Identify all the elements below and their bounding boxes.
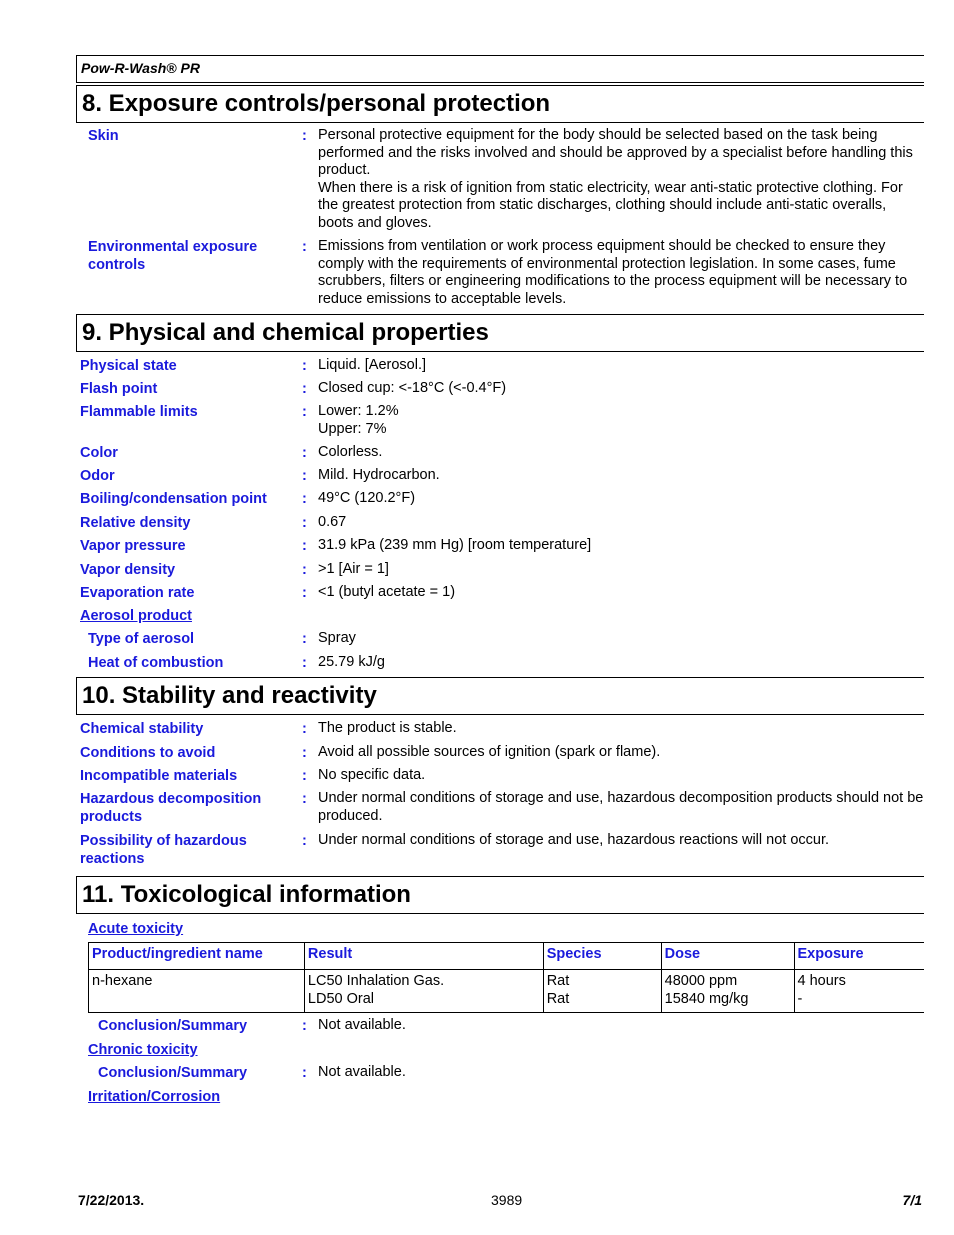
aerosol-product-link[interactable]: Aerosol product xyxy=(80,608,192,624)
acute-conclusion-label: Conclusion/Summary xyxy=(98,1018,248,1034)
colon: : xyxy=(302,445,307,461)
flammable-limits-value: Lower: 1.2% Upper: 7% xyxy=(318,403,399,437)
table-header: Product/ingredient name xyxy=(89,943,305,970)
conditions-to-avoid-label: Conditions to avoid xyxy=(80,745,216,761)
colon: : xyxy=(302,791,307,807)
section-10-title: 10. Stability and reactivity xyxy=(76,677,924,715)
section-8-title: 8. Exposure controls/personal protection xyxy=(76,85,924,123)
footer-page-number: 7/1 xyxy=(902,1192,922,1208)
evaporation-rate-label: Evaporation rate xyxy=(80,585,195,601)
colon: : xyxy=(302,404,307,420)
product-header xyxy=(76,55,924,83)
colon: : xyxy=(302,128,307,144)
incompatible-materials-label: Incompatible materials xyxy=(80,768,238,784)
chronic-conclusion-label: Conclusion/Summary xyxy=(98,1065,248,1081)
odor-label: Odor xyxy=(80,468,115,484)
flash-point-value: Closed cup: <-18°C (<-0.4°F) xyxy=(318,380,507,396)
colon: : xyxy=(302,468,307,484)
heat-of-combustion-label: Heat of combustion xyxy=(88,655,224,671)
physical-state-label: Physical state xyxy=(80,358,177,374)
relative-density-value: 0.67 xyxy=(318,514,347,530)
irritation-link[interactable]: Irritation/Corrosion xyxy=(88,1089,221,1105)
boiling-point-value: 49°C (120.2°F) xyxy=(318,490,416,506)
colon: : xyxy=(302,381,307,397)
color-value: Colorless. xyxy=(318,444,383,460)
environmental-label: Environmental exposure controls xyxy=(88,239,258,273)
vapor-pressure-value: 31.9 kPa (239 mm Hg) [room temperature] xyxy=(318,537,592,553)
footer-code: 3989 xyxy=(491,1192,523,1208)
colon: : xyxy=(302,745,307,761)
hazardous-decomposition-value: Under normal conditions of storage and use, hazardous decomposition products should not be produced. xyxy=(318,790,924,824)
hazardous-decomposition-label: Hazardous decomposition products xyxy=(80,791,262,825)
section-9-title: 9. Physical and chemical properties xyxy=(76,314,924,352)
table-header: Species xyxy=(543,943,661,970)
colon: : xyxy=(302,768,307,784)
acute-conclusion-value: Not available. xyxy=(318,1017,406,1033)
type-of-aerosol-label: Type of aerosol xyxy=(88,631,195,647)
colon: : xyxy=(302,585,307,601)
vapor-density-value: >1 [Air = 1] xyxy=(318,561,389,577)
chemical-stability-label: Chemical stability xyxy=(80,721,204,737)
skin-value: Personal protective equipment for the body should be selected based on the task being performed and the risks involved and should be approved by a specialist before handling this product. When there is a risk of ignition from static electricity, wear anti-static protective clothing. For the greatest protection from static discharges, clothing should include anti-static overalls, boots and gloves. xyxy=(318,127,913,231)
colon: : xyxy=(302,515,307,531)
table-row xyxy=(89,970,925,1013)
colon: : xyxy=(302,1065,307,1081)
incompatible-materials-value: No specific data. xyxy=(318,767,426,783)
table-header-row xyxy=(89,943,925,970)
color-label: Color xyxy=(80,445,118,461)
table-cell: Rat Rat xyxy=(543,970,661,1013)
acute-toxicity-table xyxy=(88,942,924,1013)
colon: : xyxy=(302,631,307,647)
section-11-title: 11. Toxicological information xyxy=(76,876,924,914)
boiling-point-label: Boiling/condensation point xyxy=(80,491,267,507)
chronic-toxicity-link[interactable]: Chronic toxicity xyxy=(88,1042,198,1058)
acute-toxicity-link[interactable]: Acute toxicity xyxy=(88,921,184,937)
flammable-limits-label: Flammable limits xyxy=(80,404,198,420)
colon: : xyxy=(302,833,307,849)
physical-state-value: Liquid. [Aerosol.] xyxy=(318,357,427,373)
environmental-value: Emissions from ventilation or work process equipment should be checked to ensure they comply with the requirements of environmental protection legislation. In some cases, fume scrubbers, filters or engineering modifications to the process equipment will be necessary to reduce emissions to acceptable levels. xyxy=(318,238,908,307)
chemical-stability-value: The product is stable. xyxy=(318,720,457,736)
conditions-to-avoid-value: Avoid all possible sources of ignition (spark or flame). xyxy=(318,744,661,760)
table-cell: 4 hours - xyxy=(794,970,924,1013)
footer-date: 7/22/2013. xyxy=(78,1192,145,1208)
table-cell: LC50 Inhalation Gas. LD50 Oral xyxy=(304,970,543,1013)
product-name: Pow-R-Wash® PR xyxy=(76,55,924,83)
vapor-pressure-label: Vapor pressure xyxy=(80,538,186,554)
table-cell: 48000 ppm 15840 mg/kg xyxy=(661,970,794,1013)
heat-of-combustion-value: 25.79 kJ/g xyxy=(318,654,385,670)
evaporation-rate-value: <1 (butyl acetate = 1) xyxy=(318,584,456,600)
colon: : xyxy=(302,239,307,255)
type-of-aerosol-value: Spray xyxy=(318,630,356,646)
table-header: Result xyxy=(304,943,543,970)
colon: : xyxy=(302,491,307,507)
colon: : xyxy=(302,721,307,737)
colon: : xyxy=(302,1018,307,1034)
table-header: Exposure xyxy=(794,943,924,970)
hazardous-reactions-value: Under normal conditions of storage and use, hazardous reactions will not occur. xyxy=(318,832,830,848)
colon: : xyxy=(302,358,307,374)
colon: : xyxy=(302,562,307,578)
table-cell: n-hexane xyxy=(89,970,305,1013)
colon: : xyxy=(302,538,307,554)
colon: : xyxy=(302,655,307,671)
chronic-conclusion-value: Not available. xyxy=(318,1064,406,1080)
skin-label: Skin xyxy=(88,128,119,144)
relative-density-label: Relative density xyxy=(80,515,191,531)
flash-point-label: Flash point xyxy=(80,381,158,397)
vapor-density-label: Vapor density xyxy=(80,562,176,578)
odor-value: Mild. Hydrocarbon. xyxy=(318,467,440,483)
table-header: Dose xyxy=(661,943,794,970)
hazardous-reactions-label: Possibility of hazardous reactions xyxy=(80,833,247,867)
